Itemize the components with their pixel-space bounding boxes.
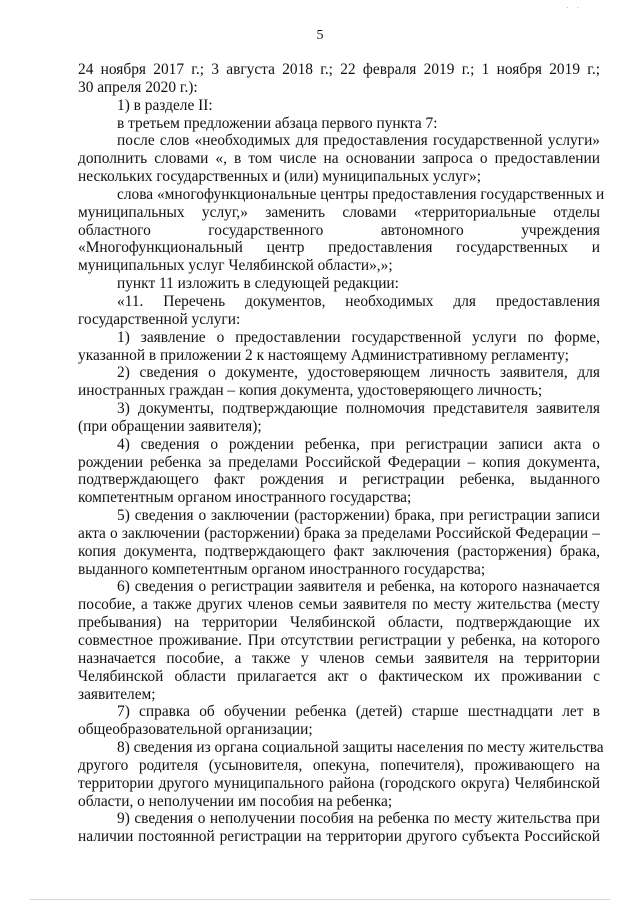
page-bottom-edge (30, 899, 610, 900)
text-line: 8) сведения из органа социальной защиты населения по месту жительства (117, 739, 604, 757)
text-line: рождении ребенка за пределами Российской Федерации – копия документа, (78, 453, 600, 471)
text-line: областного государственного автономного учреждения (78, 221, 600, 239)
text-line: «11. Перечень документов, необходимых для предоставления (117, 292, 600, 310)
text-line: пребывания) на территории Челябинской области, подтверждающие их (78, 614, 600, 632)
text-line: указанной в приложении 2 к настоящему Административному регламенту; (78, 346, 569, 364)
text-line: нескольких государственных и (или) муниципальных услуг»; (78, 168, 481, 186)
document-body (78, 61, 605, 846)
text-line: совместное проживание. При отсутствии регистрации у ребенка, на которого (78, 632, 600, 649)
text-line: компетентным органом иностранного государства; (78, 489, 412, 507)
text-line: 30 апреля 2020 г.): (78, 78, 198, 96)
text-line: 1) заявление о предоставлении государственной услуги по форме, (117, 328, 600, 346)
text-line: муниципальных услуг,» заменить словами «территориальные отделы (78, 203, 600, 221)
text-line: 3) документы, подтверждающие полномочия представителя заявителя (117, 400, 600, 418)
text-line: слова «многофункциональные центры предоставления государственных и (117, 185, 605, 203)
text-line: назначается пособие, а также у членов семьи заявителя на территории (78, 649, 600, 667)
text-line: в третьем предложении абзаца первого пункта 7: (117, 114, 438, 132)
text-line: муниципальных услуг Челябинской области»,»; (78, 257, 393, 275)
text-line: 4) сведения о рождении ребенка, при регистрации записи акта о (117, 435, 600, 453)
text-line: (при обращении заявителя); (78, 417, 262, 435)
text-line: «Многофункциональный центр предоставления государственных и (78, 239, 600, 257)
scan-corner-mark: . . (566, 0, 582, 10)
text-line: дополнить словами «, в том числе на основании запроса о предоставлении (78, 150, 600, 168)
text-line: 9) сведения о неполучении пособия на ребенка по месту жительства при (117, 810, 600, 828)
text-line: 1) в разделе II: (117, 96, 213, 114)
text-line: Челябинской области прилагается акт о фактическом их проживании с (78, 667, 600, 685)
text-line: 24 ноября 2017 г.; 3 августа 2018 г.; 22 февраля 2019 г.; 1 ноября 2019 г.; (78, 61, 600, 78)
text-line: копия документа, подтверждающего факт заключения (расторжения) брака, (78, 542, 600, 560)
text-line: подтверждающего факт рождения и регистрации ребенка, выданного (78, 471, 600, 489)
text-line: после слов «необходимых для предоставления государственной услуги» (117, 132, 600, 150)
text-line: 5) сведения о заключении (расторжении) брака, при регистрации записи (117, 507, 600, 525)
text-line: выданного компетентным органом иностранного государства; (78, 560, 486, 578)
text-line: 2) сведения о документе, удостоверяющем личность заявителя, для (117, 364, 600, 382)
text-line: 7) справка об обучении ребенка (детей) старше шестнадцати лет в (117, 703, 600, 721)
text-line: заявителем; (78, 685, 156, 703)
text-line: пункт 11 изложить в следующей редакции: (117, 275, 399, 293)
text-line: государственной услуги: (78, 310, 241, 328)
page-number: 5 (316, 28, 324, 43)
text-line: иностранных граждан – копия документа, удостоверяющего личность; (78, 382, 543, 400)
text-line: области, о неполучении им пособия на ребенка; (78, 792, 393, 810)
text-line: другого родителя (усыновителя, опекуна, попечителя), проживающего на (78, 756, 600, 774)
text-line: акта о заключении (расторжении) брака за пределами Российской Федерации – (78, 524, 600, 542)
text-line: 6) сведения о регистрации заявителя и ребенка, на которого назначается (117, 578, 600, 596)
text-line: пособие, а также других членов семьи заявителя по месту жительства (месту (78, 596, 600, 614)
text-line: территории другого муниципального района (городского округа) Челябинской (78, 774, 600, 792)
text-line: наличии постоянной регистрации на территории другого субъекта Российской (78, 828, 600, 846)
text-line: общеобразовательной организации; (78, 721, 313, 739)
